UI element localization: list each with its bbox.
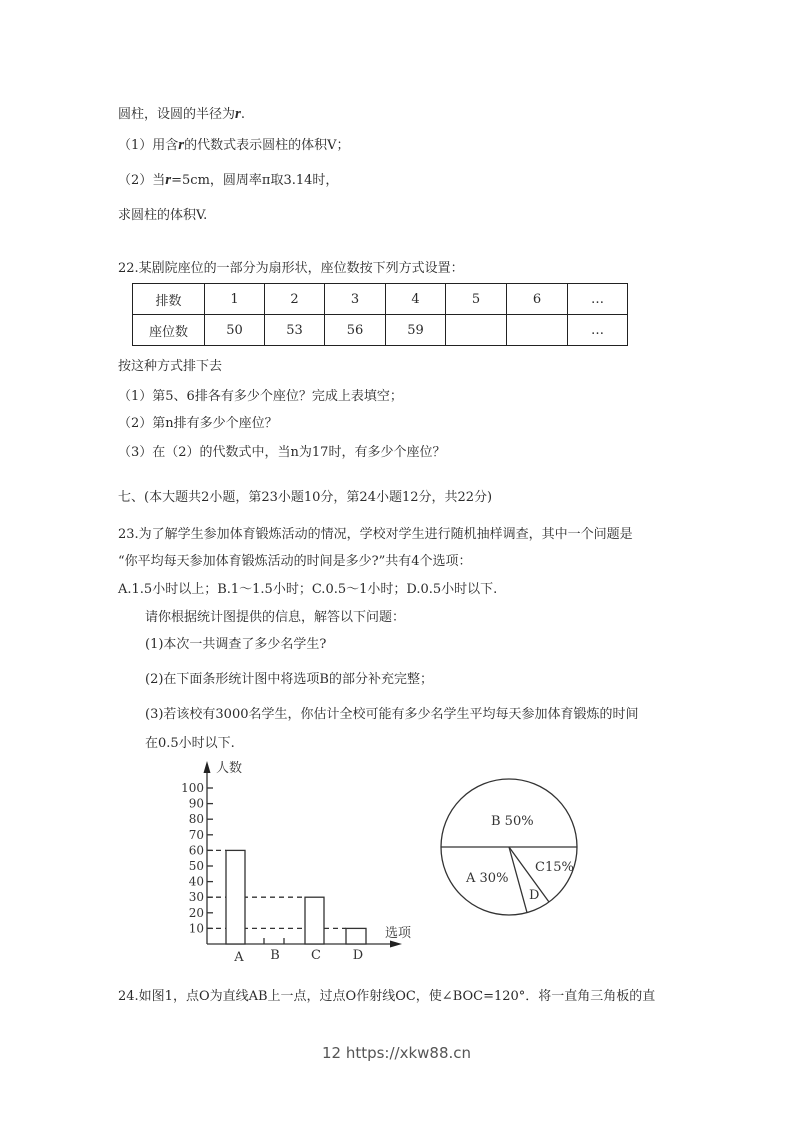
section-7-heading: 七、(本大题共2小题，第23小题10分，第24小题12分，共22分) xyxy=(118,490,493,505)
table-cell: 59 xyxy=(386,315,446,346)
q22-title: 22.某剧院座位的一部分为扇形状，座位数按下列方式设置： xyxy=(118,261,464,276)
q24-line1: 24.如图1，点O为直线AB上一点，过点O作射线OC，使∠BOC=120°．将一直角三角板的直 xyxy=(118,989,656,1004)
pie-label-c: C15% xyxy=(535,860,574,875)
q21-text: 圆柱，设圆的半径为 xyxy=(118,107,236,122)
q22-intro: 按这种方式排下去 xyxy=(118,359,223,374)
x-axis-arrow-icon xyxy=(390,941,402,948)
y-tick-label: 10 xyxy=(188,921,204,936)
q23-sub3a: (3)若该校有3000名学生，你估计全校可能有多少名学生平均每天参加体育锻炼的时间 xyxy=(145,707,639,722)
q23-instruction: 请你根据统计图提供的信息，解答以下问题： xyxy=(145,610,406,625)
table-cell: 50 xyxy=(205,315,265,346)
x-tick-label: A xyxy=(234,950,244,965)
pie-label-d: D xyxy=(529,888,540,903)
x-tick-label: D xyxy=(352,948,364,963)
y-tick-label: 30 xyxy=(188,890,204,905)
table-cell: 座位数 xyxy=(133,315,205,346)
x-tick-label: C xyxy=(311,948,321,963)
y-tick-label: 20 xyxy=(188,905,204,920)
table-cell: 53 xyxy=(265,315,325,346)
table-cell: 6 xyxy=(507,284,568,315)
q21-sub2-text: =5cm，圆周率π取3.14时， xyxy=(171,173,339,188)
variable-r: r xyxy=(235,106,241,122)
variable-r: r xyxy=(165,172,172,188)
q23-sub2: (2)在下面条形统计图中将选项B的部分补充完整； xyxy=(145,672,433,687)
bar-a xyxy=(226,850,245,944)
q22-sub3: （3）在（2）的代数式中，当n为17时，有多少个座位？ xyxy=(118,445,446,460)
pie-chart xyxy=(441,779,577,915)
y-tick-label: 50 xyxy=(188,859,204,873)
x-axis-label: 选项 xyxy=(385,926,412,941)
q22-sub1: （1）第5、6排各有多少个座位？完成上表填空； xyxy=(118,389,403,404)
table-cell: … xyxy=(568,315,628,346)
y-tick-label: 70 xyxy=(188,827,204,842)
q21-text: . xyxy=(240,107,245,122)
variable-r: r xyxy=(178,137,185,153)
bar-d xyxy=(346,928,366,944)
table-cell: 2 xyxy=(265,284,325,315)
x-tick-label: B xyxy=(270,948,280,963)
q23-sub3b: 在0.5小时以下. xyxy=(145,736,235,751)
y-axis-label: 人数 xyxy=(216,761,243,776)
q21-sub1-text: 的代数式表示圆柱的体积V； xyxy=(184,138,350,153)
y-tick-label: 80 xyxy=(188,812,204,827)
q23-sub1: (1)本次一共调查了多少名学生? xyxy=(145,637,327,652)
y-tick-label: 100 xyxy=(181,781,204,795)
q22-sub2: （2）第n排有多少个座位？ xyxy=(118,416,278,431)
pie-label-b: B 50% xyxy=(491,814,534,829)
bar-c xyxy=(305,897,324,944)
q23-line1: 23.为了解学生参加体育锻炼活动的情况，学校对学生进行随机抽样调查，其中一个问题是 xyxy=(118,527,633,542)
q23-line2: “你平均每天参加体育锻炼活动的时间是多少?”共有4个选项： xyxy=(118,554,472,569)
q21-line4: 求圆柱的体积V. xyxy=(118,208,208,223)
table-cell: 3 xyxy=(325,284,386,315)
table-cell: 4 xyxy=(386,284,446,315)
table-cell: 排数 xyxy=(133,284,205,315)
y-tick-label: 60 xyxy=(188,843,204,858)
q21-sub2-text: （2）当 xyxy=(118,173,166,188)
q21-sub1-text: （1）用含 xyxy=(118,138,179,153)
table-cell: 1 xyxy=(205,284,265,315)
pie-label-a: A 30% xyxy=(466,871,509,886)
y-axis-arrow-icon xyxy=(204,761,211,773)
table-cell: … xyxy=(568,284,628,315)
q23-options: A.1.5小时以上；B.1～1.5小时；C.0.5～1小时；D.0.5小时以下. xyxy=(118,582,498,597)
y-tick-label: 40 xyxy=(188,874,204,889)
y-tick-label: 90 xyxy=(188,796,204,811)
page-footer: 12 https://xkw88.cn xyxy=(321,1044,472,1062)
table-cell: 56 xyxy=(325,315,386,346)
table-cell: 5 xyxy=(446,284,507,315)
